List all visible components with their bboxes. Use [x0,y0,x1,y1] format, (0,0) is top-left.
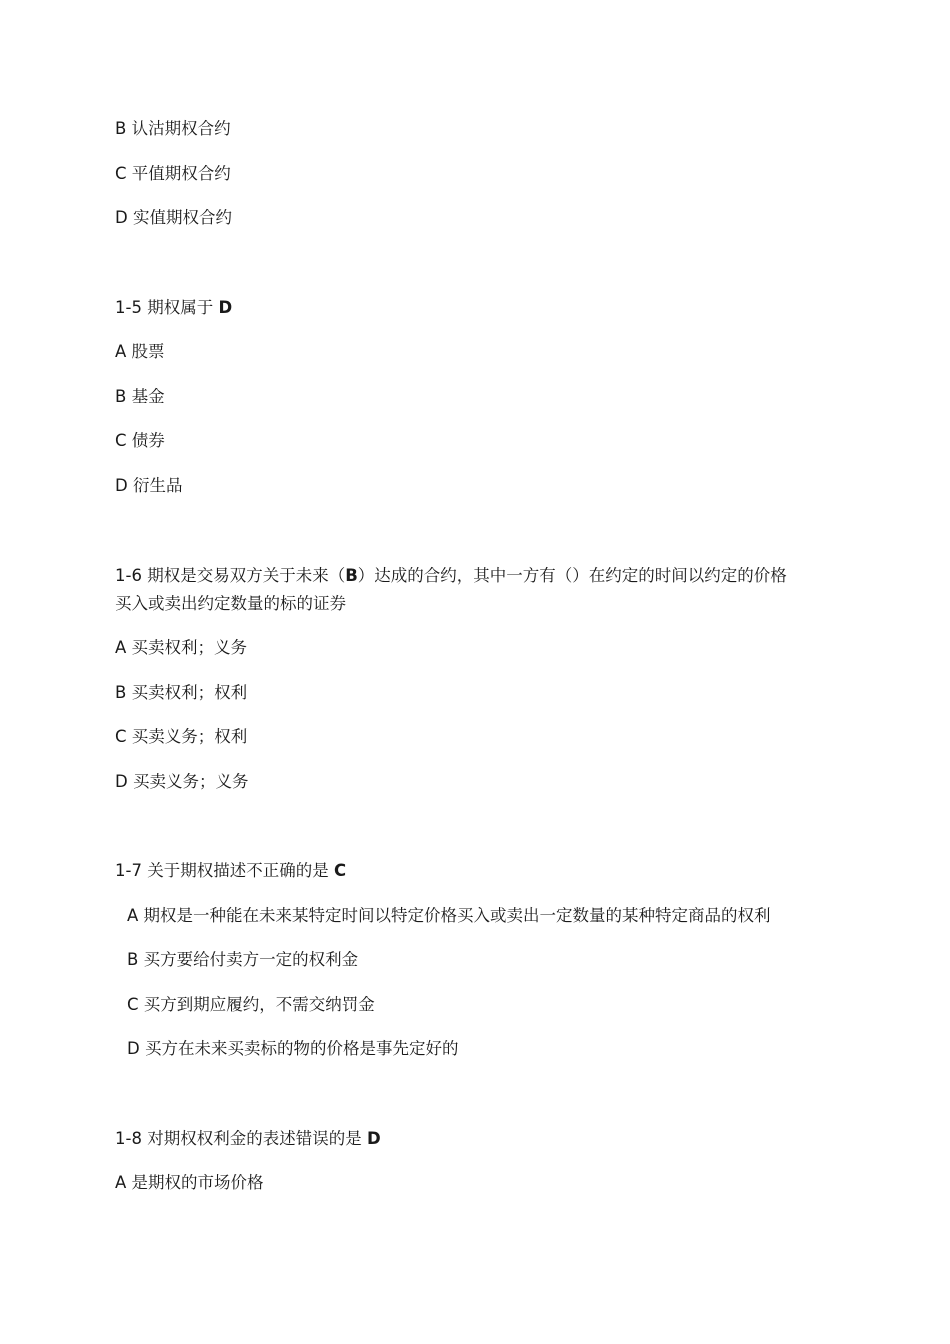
q5-stem [115,297,232,319]
q6-option-c: C 买卖义务；权利 [115,727,248,746]
q6-answer: B [345,566,358,585]
q5-stem-text: 1-5 期权属于 [115,298,219,317]
q6-stem-line2: 买入或卖出约定数量的标的证券 [115,594,346,613]
q8-stem [115,1128,381,1150]
q5-option-d: D 衍生品 [115,476,183,495]
q7-stem [115,860,346,882]
q7-option-d: D 买方在未来买卖标的物的价格是事先定好的 [127,1039,459,1058]
q8-stem-text: 1-8 对期权权利金的表述错误的是 [115,1129,367,1148]
q7-option-b: B 买方要给付卖方一定的权利金 [127,950,359,969]
q7-answer: C [333,861,347,880]
q6-stem-pre: 1-6 期权是交易双方关于未来（ [115,566,346,585]
q7-option-c: C 买方到期应履约，不需交纳罚金 [127,995,375,1014]
q4-option-b: B 认沽期权合约 [115,119,231,138]
q5-option-a: A 股票 [115,342,165,361]
q5-option-c: C 债券 [115,431,165,450]
q5-option-b: B 基金 [115,387,165,406]
q4-option-d: D 实值期权合约 [115,208,232,227]
q8-option-a: A 是期权的市场价格 [115,1173,264,1192]
q5-answer: D [218,298,233,317]
q4-option-c: C 平值期权合约 [115,164,231,183]
q6-stem [115,565,787,587]
q6-stem-post: ）达成的合约，其中一方有（）在约定的时间以约定的价格 [357,566,787,585]
q6-option-a: A 买卖权利；义务 [115,638,248,657]
q6-option-d: D 买卖义务；义务 [115,772,249,791]
q6-option-b: B 买卖权利；权利 [115,683,248,702]
q7-option-a: A 期权是一种能在未来某特定时间以特定价格买入或卖出一定数量的某种特定商品的权利 [127,906,771,925]
q8-answer: D [366,1129,381,1148]
q7-stem-text: 1-7 关于期权描述不正确的是 [115,861,334,880]
